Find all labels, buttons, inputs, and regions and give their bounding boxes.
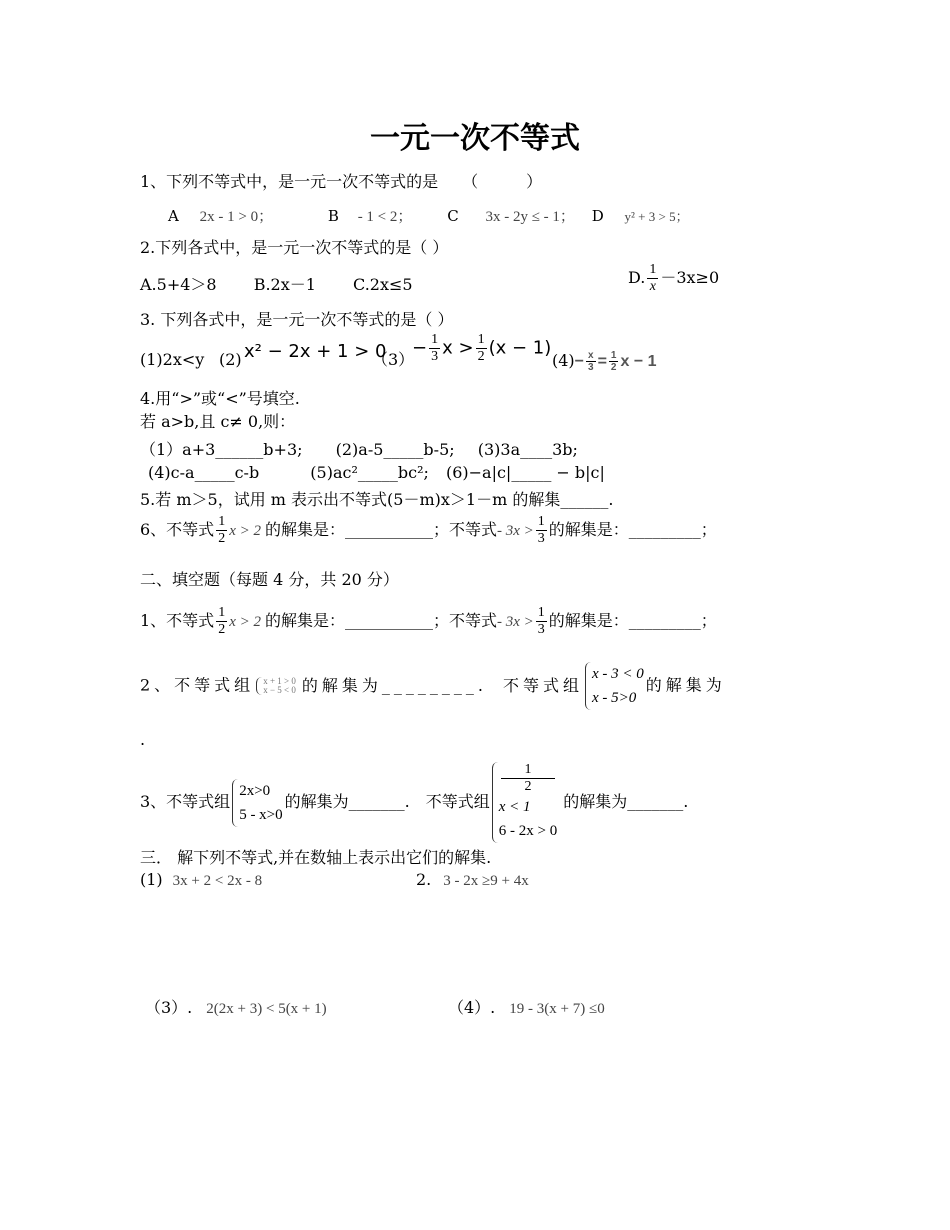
option-b-expr: - 1 < 2； — [357, 209, 413, 225]
question-1-stem: 1、下列不等式中，是一元一次不等式的是 （ ） — [140, 172, 543, 191]
section-3-problem-1: (1) 3x + 2 < 2x - 8 — [140, 870, 263, 889]
fraction: $\frac{1}{x}$ — [649, 262, 657, 294]
blank-6: (6)−a|c|_____ − b|c| — [445, 463, 605, 482]
question-6: 6、不等式 $\frac{1}{2}$ x > 2 的解集是：___________；不等式- 3x > $\frac{1}{3}$ 的解集是：_________； — [140, 514, 717, 546]
question-3-part-2-expr: x² − 2x + 1 > 0 — [244, 341, 387, 362]
section-3-title: 三． 解下列不等式,并在数轴上表示出它们的解集. — [140, 848, 492, 867]
question-4-row-2 — [148, 463, 605, 483]
option-d-expr: y² + 3 > 5； — [624, 209, 689, 224]
question-4-condition: 若 a>b,且 c≠ 0,则： — [140, 412, 296, 431]
section-3-problem-3: （3）. 2(2x + 3) < 5(x + 1) — [145, 998, 327, 1017]
question-3-part-4: (4)− $\frac{x}{3}$ = $\frac{1}{2}$ x − 1 — [552, 350, 657, 373]
question-3-part-2-label: (2) — [219, 350, 242, 369]
section-2-title: 二、填空题（每题 4 分，共 20 分） — [140, 570, 399, 589]
question-2-options — [140, 275, 413, 295]
blank-4: (4)c-a_____c-b — [148, 463, 260, 482]
part-4-label: (4) — [552, 351, 575, 370]
option-a-label: A — [168, 207, 179, 225]
question-4-row-1 — [140, 440, 578, 460]
option-b-label: B — [327, 207, 339, 225]
question-4-stem: 4.用“>”或“<”号填空. — [140, 389, 300, 408]
question-2-option-d — [628, 262, 719, 295]
question-1-options — [168, 206, 689, 227]
page-title: 一元一次不等式 — [370, 121, 580, 156]
question-3-part-1: (1)2x<y — [140, 350, 205, 369]
section-2-question-3: 3、不等式组 2x>0 5 - x>0 的解集为_______. 不等式组 1 2 x < 1 6 - 2x > 0 的解集为_______. — [140, 762, 688, 843]
option-d-label: D — [591, 207, 604, 225]
question-2-stem: 2.下列各式中，是一元一次不等式的是（ ） — [140, 238, 449, 257]
question-3-part-3-expr: − $\frac{1}{3}$ x > $\frac{1}{2}$ (x − 1) — [412, 332, 552, 364]
blank-3: (3)3a____3b; — [477, 440, 578, 459]
option-c: C.2x≤5 — [353, 275, 413, 294]
option-c-expr: 3x - 2y ≤ - 1； — [485, 209, 575, 225]
section-2-question-2-dot: . — [140, 730, 146, 749]
blank-5: (5)ac²_____bc²; — [310, 463, 429, 482]
option-d-label: D. — [628, 268, 646, 287]
option-c-label: C — [447, 207, 459, 225]
section-3-problem-4: （4）. 19 - 3(x + 7) ≤0 — [448, 998, 605, 1017]
option-b: B.2x－1 — [253, 275, 316, 294]
blank-1: （1）a+3______b+3; — [140, 440, 303, 459]
option-d-expr: －3x≥0 — [660, 268, 720, 287]
section-3-problem-2: 2. 3 - 2x ≥9 + 4x — [416, 870, 529, 889]
option-a: A.5+4＞8 — [140, 275, 217, 294]
section-2-question-2: 2、不等式组 x + 1 > 0 x − 5 < 0 的解集为________. 不等式组 x - 3 < 0 x - 5>0 的解集为 — [140, 662, 726, 710]
question-3-stem: 3. 下列各式中，是一元一次不等式的是（ ） — [140, 310, 454, 329]
option-a-expr: 2x - 1 > 0； — [199, 209, 274, 225]
section-2-question-1: 1、不等式 $\frac{1}{2}$ x > 2 的解集是：___________；不等式- 3x > $\frac{1}{3}$ 的解集是：_________； — [140, 605, 717, 637]
question-3-part-3-label: （3） — [372, 350, 415, 369]
blank-2: (2)a-5_____b-5; — [335, 440, 455, 459]
question-5: 5.若 m＞5，试用 m 表示出不等式(5－m)x＞1－m 的解集______. — [140, 490, 614, 509]
